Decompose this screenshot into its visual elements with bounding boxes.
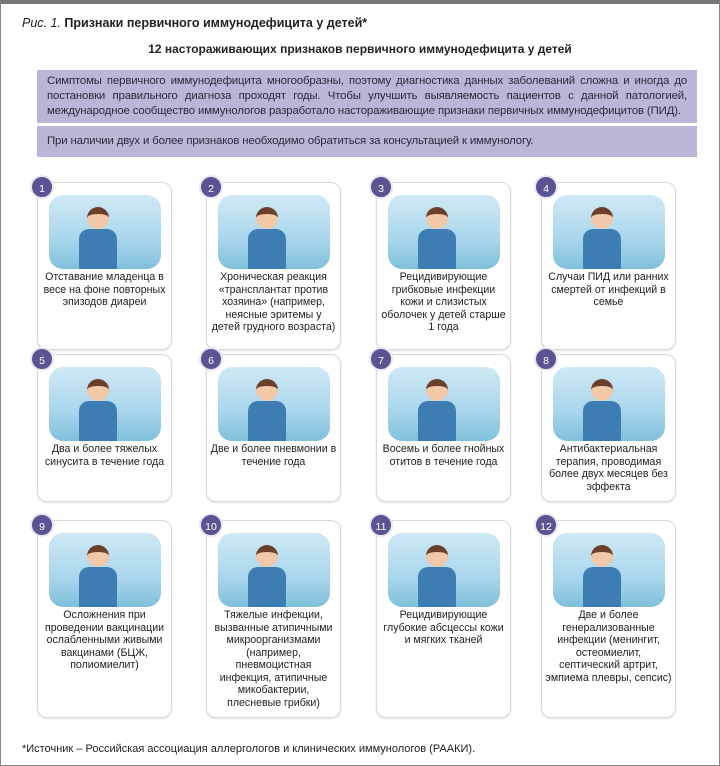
illustration: [49, 367, 161, 441]
sign-text: Отставание младенца в весе на фоне повторных эпизодов диареи: [43, 271, 166, 308]
illustration: [553, 533, 665, 607]
sign-card: [37, 354, 172, 502]
person-body: [248, 401, 286, 441]
person-head: [256, 379, 278, 401]
sign-card: [541, 354, 676, 502]
sign-number-badge: 7: [369, 347, 393, 371]
sign-number-badge: 11: [369, 513, 393, 537]
info-boxes: [37, 70, 697, 157]
sign-card: [541, 182, 676, 350]
sign-number-badge: 6: [199, 347, 223, 371]
person-body: [248, 567, 286, 607]
illustration: [388, 195, 500, 269]
sign-card: [206, 354, 341, 502]
sign-text: Две и более пневмонии в течение года: [210, 443, 337, 468]
sign-card: [541, 520, 676, 718]
person-body: [583, 567, 621, 607]
sign-text: Рецидивирующие грибковые инфекции кожи и слизистых оболочек у детей старше 1 года: [381, 271, 506, 333]
sign-text: Тяжелые инфекции, вызванные атипичными микроорганизмами (например, пневмоцистная инфекция, атипичные микобактерии, плесневые грибки): [214, 609, 333, 709]
person-body: [583, 401, 621, 441]
sign-card: [376, 354, 511, 502]
figure-title: Признаки первичного иммунодефицита у детей*: [64, 16, 368, 30]
sign-card: [376, 182, 511, 350]
sign-card: [206, 182, 341, 350]
illustration: [553, 195, 665, 269]
sign-number-badge: 1: [30, 175, 54, 199]
illustration: [553, 367, 665, 441]
person-body: [79, 229, 117, 269]
sign-text: Рецидивирующие глубокие абсцессы кожи и мягких тканей: [383, 609, 504, 646]
person-head: [256, 545, 278, 567]
person-head: [426, 207, 448, 229]
person-head: [256, 207, 278, 229]
sign-number-badge: 2: [199, 175, 223, 199]
sign-text: Антибактериальная терапия, проводимая более двух месяцев без эффекта: [549, 443, 668, 493]
figure-caption: [22, 16, 367, 30]
person-body: [79, 401, 117, 441]
person-body: [418, 401, 456, 441]
illustration: [218, 195, 330, 269]
sign-text: Случаи ПИД или ранних смертей от инфекций в семье: [548, 271, 669, 308]
person-head: [591, 545, 613, 567]
person-head: [87, 207, 109, 229]
illustration: [218, 533, 330, 607]
subtitle: 12 настораживающих признаков первичного иммунодефицита у детей: [148, 42, 572, 56]
intro-box: Симптомы первичного иммунодефицита многообразны, поэтому диагностика данных заболеваний сложна и иногда до постановки правильного диагноза проходят годы. Чтобы улучшить выявляемость пациентов с данной патологией, международное сообщество иммунологов разработало настораживающие признаки первичных иммунодефицитов (ПИД).: [37, 70, 697, 123]
sign-card: [37, 520, 172, 718]
sign-number-badge: 10: [199, 513, 223, 537]
sign-card: [376, 520, 511, 718]
footnote: *Источник – Российская ассоциация аллергологов и клинических иммунологов (РААКИ).: [22, 743, 476, 755]
person-body: [79, 567, 117, 607]
sign-card: [206, 520, 341, 718]
illustration: [49, 533, 161, 607]
advice-box: При наличии двух и более признаков необходимо обратиться за консультацией к иммунологу.: [37, 126, 697, 157]
sign-number-badge: 9: [30, 513, 54, 537]
sign-card: [37, 182, 172, 350]
person-body: [418, 229, 456, 269]
person-head: [426, 379, 448, 401]
person-body: [583, 229, 621, 269]
illustration: [49, 195, 161, 269]
sign-text: Две и более генерализованные инфекции (менингит, остеомиелит, септический артрит, эмпиема плевры, сепсис): [545, 609, 672, 684]
sign-text: Хроническая реакция «трансплантат против хозяина» (например, неясные эритемы у детей грудного возраста): [211, 271, 336, 333]
sign-number-badge: 8: [534, 347, 558, 371]
illustration: [218, 367, 330, 441]
sign-number-badge: 3: [369, 175, 393, 199]
person-head: [87, 379, 109, 401]
sign-number-badge: 4: [534, 175, 558, 199]
person-head: [87, 545, 109, 567]
illustration: [388, 367, 500, 441]
sign-text: Два и более тяжелых синусита в течение года: [44, 443, 165, 468]
sign-text: Осложнения при проведении вакцинации ослабленными живыми вакцинами (БЦЖ, полиомиелит): [44, 609, 165, 671]
sign-text: Восемь и более гнойных отитов в течение года: [382, 443, 505, 468]
person-head: [591, 379, 613, 401]
illustration: [388, 533, 500, 607]
person-body: [248, 229, 286, 269]
person-head: [591, 207, 613, 229]
person-body: [418, 567, 456, 607]
sign-number-badge: 12: [534, 513, 558, 537]
figure-label: Рис. 1.: [22, 16, 61, 30]
person-head: [426, 545, 448, 567]
sign-number-badge: 5: [30, 347, 54, 371]
